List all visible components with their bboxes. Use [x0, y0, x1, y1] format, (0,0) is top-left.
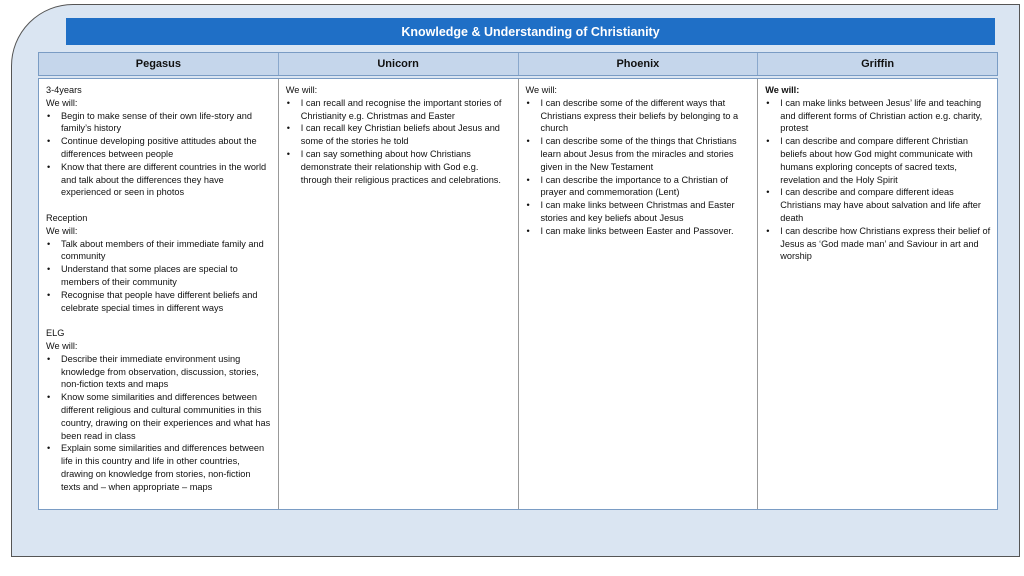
list-item: • I can describe and compare different ideas Christians may have about salvation and life after death — [765, 186, 991, 224]
list-item: • Explain some similarities and differences between life in this country and life in other countries, drawing on knowledge from stories, non-fiction texts and – when appropriate – maps — [46, 442, 272, 493]
column-header-unicorn: Unicorn — [279, 53, 519, 75]
cell-pegasus — [39, 79, 279, 509]
list-item: • Know some similarities and differences between different religious and cultural communities in this country, drawing on their experiences and what has been read in class — [46, 391, 272, 442]
section-heading: Reception — [46, 212, 88, 223]
page-title: Knowledge & Understanding of Christianity — [66, 18, 995, 45]
list-item: • I can make links between Easter and Passover. — [526, 225, 752, 238]
section-intro: We will: — [46, 340, 78, 351]
list-item: • Know that there are different countries in the world and talk about the differences they have experienced or seen in photos — [46, 161, 272, 199]
section-intro: We will: — [46, 225, 78, 236]
list-item: • I can recall key Christian beliefs about Jesus and some of the stories he told — [286, 122, 512, 148]
column-header-griffin: Griffin — [861, 58, 895, 70]
list-item: • I can say something about how Christians demonstrate their relationship with God e.g. through their religious practices and celebrations. — [286, 148, 512, 186]
bullet-list — [46, 110, 272, 200]
list-item: • I can describe the importance to a Christian of prayer and commemoration (Lent) — [526, 174, 752, 200]
list-item: • I can recall and recognise the important stories of Christianity e.g. Christmas and Easter — [286, 97, 512, 123]
section-heading: ELG — [46, 328, 65, 339]
table-body-row — [38, 78, 998, 510]
bullet-list — [765, 97, 991, 263]
section-intro: We will: — [525, 85, 557, 95]
column-header-pegasus: Pegasus — [39, 53, 279, 75]
list-item: • I can describe how Christians express their belief of Jesus as ‘God made man’ and Saviour in art and worship — [765, 225, 991, 263]
bullet-list — [46, 238, 272, 315]
table-header-row — [38, 52, 998, 76]
list-item: • Understand that some places are special to members of their community — [46, 263, 272, 289]
list-item: • I can make links between Jesus’ life and teaching and different forms of Christian action e.g. charity, protest — [765, 97, 991, 135]
list-item: • Describe their immediate environment using knowledge from observation, discussion, stories, non-fiction texts and maps — [46, 353, 272, 391]
section-intro: We will: — [285, 85, 318, 95]
list-item: • I can describe and compare different Christian beliefs about how God might communicate with humans exploring concepts of sacred texts, revelation and the Holy Spirit — [765, 135, 991, 186]
bullet-list — [526, 97, 752, 238]
list-item: • Continue developing positive attitudes about the differences between people — [46, 135, 272, 161]
cell-unicorn — [279, 79, 519, 509]
cell-phoenix — [519, 79, 759, 509]
list-item: • I can make links between Christmas and Easter stories and key beliefs about Jesus — [526, 199, 752, 225]
list-item: • I can describe some of the things that Christians learn about Jesus from the miracles and stories given in the New Testament — [526, 135, 752, 173]
section-heading: 3-4years — [46, 85, 82, 95]
section-intro: We will: — [765, 85, 800, 95]
list-item: • I can describe some of the different ways that Christians express their beliefs by belonging to a church — [526, 97, 752, 135]
bullet-list — [46, 353, 272, 494]
column-header-phoenix: Phoenix — [519, 53, 759, 75]
list-item: • Recognise that people have different beliefs and celebrate special times in different ways — [46, 289, 272, 315]
section-intro: We will: — [46, 97, 78, 108]
bullet-list — [286, 97, 512, 187]
list-item: • Talk about members of their immediate family and community — [46, 238, 272, 264]
cell-griffin — [758, 79, 997, 509]
list-item: • Begin to make sense of their own life-story and family’s history — [46, 110, 272, 136]
